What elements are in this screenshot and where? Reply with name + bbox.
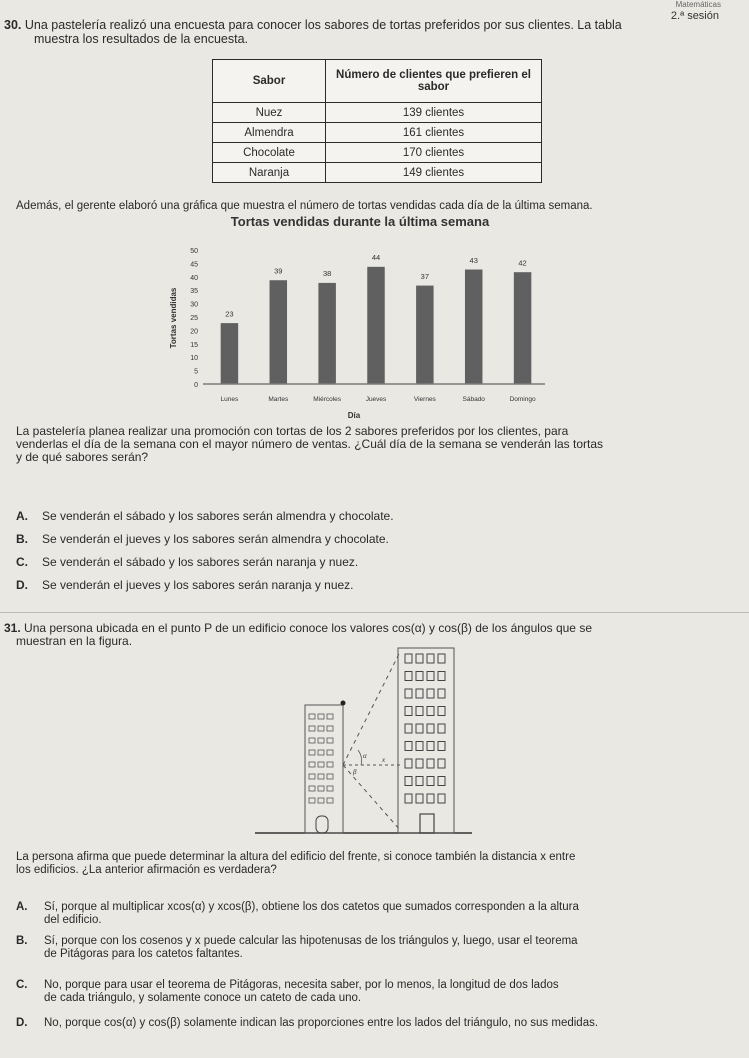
table-cell: Naranja [213, 163, 326, 183]
option-letter: C. [16, 555, 28, 569]
question-number: 30. [4, 18, 22, 32]
bar-value-label: 39 [274, 266, 283, 276]
x-tick-label: Domingo [509, 396, 536, 403]
y-tick-label: 15 [190, 341, 198, 349]
flavor-table [212, 59, 542, 183]
y-tick-label: 40 [190, 274, 198, 282]
option-d[interactable] [16, 1017, 684, 1030]
y-tick-label: 20 [190, 328, 198, 336]
y-tick-label: 5 [194, 368, 198, 376]
option-text: de cada triángulo, y solamente conoce un cateto de cada uno. [44, 991, 362, 1004]
option-letter: D. [16, 578, 28, 592]
option-d[interactable] [16, 578, 354, 592]
table-header-row [213, 60, 542, 103]
table-cell: Chocolate [213, 143, 326, 163]
bar-value-label: 37 [420, 271, 430, 281]
bar [464, 269, 483, 384]
question-text-line: La pastelería planea realizar una promoción con tortas de los 2 sabores preferidos por los clientes, para [16, 424, 569, 438]
y-tick-label: 0 [194, 382, 198, 389]
alpha-label: α [363, 752, 367, 760]
table-cell: 149 clientes [326, 163, 542, 183]
bar [269, 279, 288, 384]
option-letter: A. [16, 509, 28, 523]
option-text: No, porque cos(α) y cos(β) solamente indican las proporciones entre los lados del triángulo, no sus medidas. [44, 1017, 599, 1029]
table-header: Número de clientes que prefieren el sabor [326, 60, 542, 103]
y-axis-label: Tortas vendidas [169, 287, 178, 349]
bar-value-label: 23 [225, 309, 234, 319]
bar-value-label: 42 [518, 258, 527, 268]
bar [513, 271, 532, 384]
chart-title: Tortas vendidas durante la última semana [230, 214, 490, 229]
option-text: Se venderán el sábado y los sabores serán naranja y nuez. [42, 555, 359, 569]
claim-text [16, 851, 575, 876]
table-cell: Nuez [213, 103, 326, 123]
table-row [213, 123, 542, 143]
option-c[interactable] [16, 979, 684, 1004]
option-letter: D. [16, 1017, 28, 1029]
question-30-statement [4, 18, 734, 32]
left-building [305, 701, 346, 834]
question-text-line: y de qué sabores serán? [16, 450, 149, 464]
sales-bar-chart [150, 210, 570, 420]
question-text-line: Una persona ubicada en el punto P de un edificio conoce los valores cos(α) y cos(β) de los ángulos que se [24, 621, 592, 635]
distance-label: x [382, 756, 386, 764]
option-letter: A. [16, 901, 28, 913]
option-b[interactable] [16, 532, 389, 546]
option-text: del edificio. [44, 913, 102, 926]
question-31-statement [4, 621, 744, 635]
table-row [213, 143, 542, 163]
y-tick-label: 10 [190, 355, 198, 363]
question-text-line: los edificios. ¿La anterior afirmación es verdadera? [16, 863, 277, 876]
session-label: 2.ª sesión [670, 10, 719, 22]
x-tick-label: Martes [268, 396, 289, 403]
question-text-line: muestran en la figura. [16, 634, 133, 648]
option-text: Sí, porque con los cosenos y x puede calcular las hipotenusas de los triángulos y, luego, usar el teorema [44, 935, 578, 947]
question-text-line: venderlas el día de la semana con el mayor número de ventas. ¿Cuál día de la semana se venderán las tortas [16, 437, 603, 451]
subject-label: Matemáticas [675, 0, 721, 9]
table-cell: 161 clientes [326, 123, 542, 143]
question-text-line: muestra los resultados de la encuesta. [34, 32, 249, 46]
buildings-figure [250, 640, 480, 840]
option-text: Sí, porque al multiplicar xcos(α) y xcos(β), obtiene los dos catetos que sumados corresponden a la altura [44, 901, 579, 913]
option-a[interactable] [16, 901, 684, 926]
option-text: Se venderán el jueves y los sabores serán naranja y nuez. [42, 578, 354, 592]
option-text: Se venderán el sábado y los sabores serán almendra y chocolate. [42, 509, 394, 523]
table-row [213, 163, 542, 183]
table-row [213, 103, 542, 123]
option-letter: B. [16, 532, 28, 546]
table-cell: 139 clientes [326, 103, 542, 123]
y-tick-label: 30 [190, 301, 198, 309]
bar [220, 322, 239, 384]
right-building [398, 648, 454, 833]
question-text-line: Una pastelería realizó una encuesta para conocer los sabores de tortas preferidos por sus clientes. La tabla [24, 18, 622, 32]
lower-sight-line [343, 765, 400, 830]
y-tick-label: 45 [190, 261, 198, 269]
x-tick-label: Viernes [413, 396, 436, 403]
x-tick-label: Miércoles [313, 396, 342, 403]
table-header: Sabor [213, 60, 326, 103]
question-number: 31. [4, 621, 21, 635]
y-tick-label: 25 [190, 315, 198, 322]
bar-value-label: 38 [322, 269, 332, 279]
y-tick-label: 35 [190, 288, 198, 296]
bar-value-label: 44 [371, 253, 381, 263]
x-tick-label: Lunes [220, 396, 239, 403]
bar [415, 285, 434, 384]
y-tick-label: 50 [190, 248, 198, 255]
option-letter: B. [16, 935, 28, 947]
question-prompt [16, 425, 603, 464]
option-text: de Pitágoras para los catetos faltantes. [44, 947, 243, 960]
bar [318, 282, 337, 384]
table-cell: 170 clientes [326, 143, 542, 163]
x-axis-label: Día [347, 411, 361, 420]
option-text: Se venderán el jueves y los sabores serán almendra y chocolate. [42, 532, 389, 546]
x-tick-label: Jueves [365, 396, 387, 403]
bar [367, 266, 386, 384]
beta-label: β [353, 768, 357, 776]
chart-intro: Además, el gerente elaboró una gráfica que muestra el número de tortas vendidas cada día de la última semana. [16, 200, 593, 212]
option-a[interactable] [16, 509, 394, 523]
option-letter: C. [16, 979, 28, 991]
section-divider [0, 612, 749, 613]
option-text: No, porque para usar el teorema de Pitágoras, necesita saber, por lo menos, la longitud de dos lados [44, 979, 559, 991]
upper-sight-line [343, 652, 400, 765]
option-b[interactable] [16, 935, 684, 960]
x-tick-label: Sábado [462, 396, 485, 403]
table-cell: Almendra [213, 123, 326, 143]
question-text-line: La persona afirma que puede determinar la altura del edificio del frente, si conoce también la distancia x entre [16, 851, 576, 863]
option-c[interactable] [16, 555, 358, 569]
bar-value-label: 43 [469, 255, 478, 265]
